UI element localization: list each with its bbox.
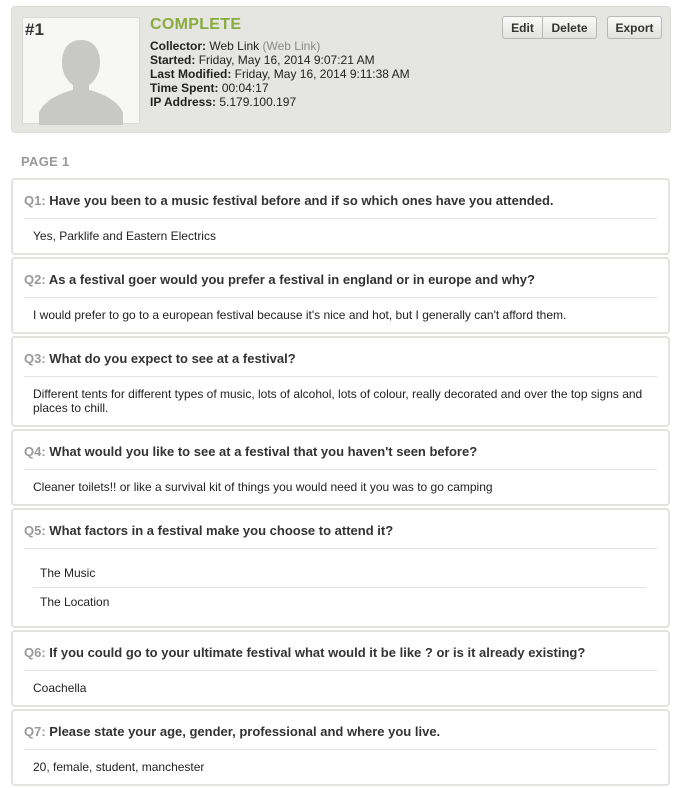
started-value: Friday, May 16, 2014 9:07:21 AM [198, 53, 375, 67]
question-number: Q1: [24, 193, 46, 208]
modified-row [150, 67, 410, 81]
question-number: Q3: [24, 351, 46, 366]
time-spent-label: Time Spent: [150, 81, 219, 95]
question-title [24, 259, 657, 298]
question-choices [24, 549, 657, 626]
question-7 [11, 709, 670, 786]
question-title [24, 510, 657, 549]
question-number: Q6: [24, 645, 46, 660]
ip-address-value: 5.179.100.197 [219, 95, 297, 109]
question-answer: I would prefer to go to a european festival because it's nice and hot, but I generally can't afford them. [33, 308, 567, 322]
question-text: Have you been to a music festival before and if so which ones have you attended. [49, 193, 554, 208]
question-answer: Cleaner toilets!! or like a survival kit of things you would need it you was to go camping [33, 480, 493, 494]
edit-delete-group [502, 16, 597, 39]
question-6 [11, 630, 670, 707]
started-label: Started: [150, 53, 196, 67]
response-number: #1 [25, 20, 44, 39]
question-1 [11, 178, 670, 255]
collector-value: Web Link [209, 39, 260, 53]
question-title [24, 338, 657, 377]
ip-address-label: IP Address: [150, 95, 217, 109]
modified-value: Friday, May 16, 2014 9:11:38 AM [234, 67, 410, 81]
collector-label: Collector: [150, 39, 207, 53]
ip-address-row [150, 95, 410, 109]
question-list [11, 178, 670, 788]
edit-button[interactable]: Edit [502, 16, 543, 39]
question-text: If you could go to your ultimate festival what would it be like ? or is it already existing? [49, 645, 586, 660]
question-text: What would you like to see at a festival that you haven't seen before? [49, 444, 478, 459]
started-row [150, 53, 410, 67]
question-number: Q4: [24, 444, 46, 459]
response-header [11, 6, 671, 133]
question-title [24, 711, 657, 750]
question-2 [11, 257, 670, 334]
choice-item: The Location [33, 587, 646, 616]
choice-item: The Music [40, 566, 96, 580]
question-title [24, 431, 657, 470]
collector-row [150, 39, 410, 53]
question-number: Q5: [24, 523, 46, 538]
question-number: Q7: [24, 724, 46, 739]
time-spent-value: 00:04:17 [221, 81, 269, 95]
question-title [24, 632, 657, 671]
collector-type: (Web Link) [262, 39, 321, 53]
question-5 [11, 508, 670, 628]
question-text: As a festival goer would you prefer a festival in england or in europe and why? [48, 272, 535, 287]
question-text: What factors in a festival make you choose to attend it? [49, 523, 394, 538]
question-number: Q2: [24, 272, 46, 287]
export-button[interactable]: Export [607, 16, 662, 39]
question-4 [11, 429, 670, 506]
delete-button[interactable]: Delete [543, 16, 597, 39]
status-badge: COMPLETE [150, 16, 242, 33]
modified-label: Last Modified: [150, 67, 232, 81]
question-title [24, 180, 657, 219]
response-meta [150, 39, 410, 109]
time-spent-row [150, 81, 410, 95]
question-3 [11, 336, 670, 427]
question-answer: Coachella [33, 681, 87, 695]
question-answer: Yes, Parklife and Eastern Electrics [33, 229, 216, 243]
question-answer: Different tents for different types of music, lots of alcohol, lots of colour, really decorated and over the top signs and places to chill. [33, 387, 643, 415]
page-label: PAGE 1 [21, 154, 70, 169]
question-answer: 20, female, student, manchester [33, 760, 205, 774]
question-text: What do you expect to see at a festival? [49, 351, 296, 366]
question-text: Please state your age, gender, professional and where you live. [49, 724, 441, 739]
